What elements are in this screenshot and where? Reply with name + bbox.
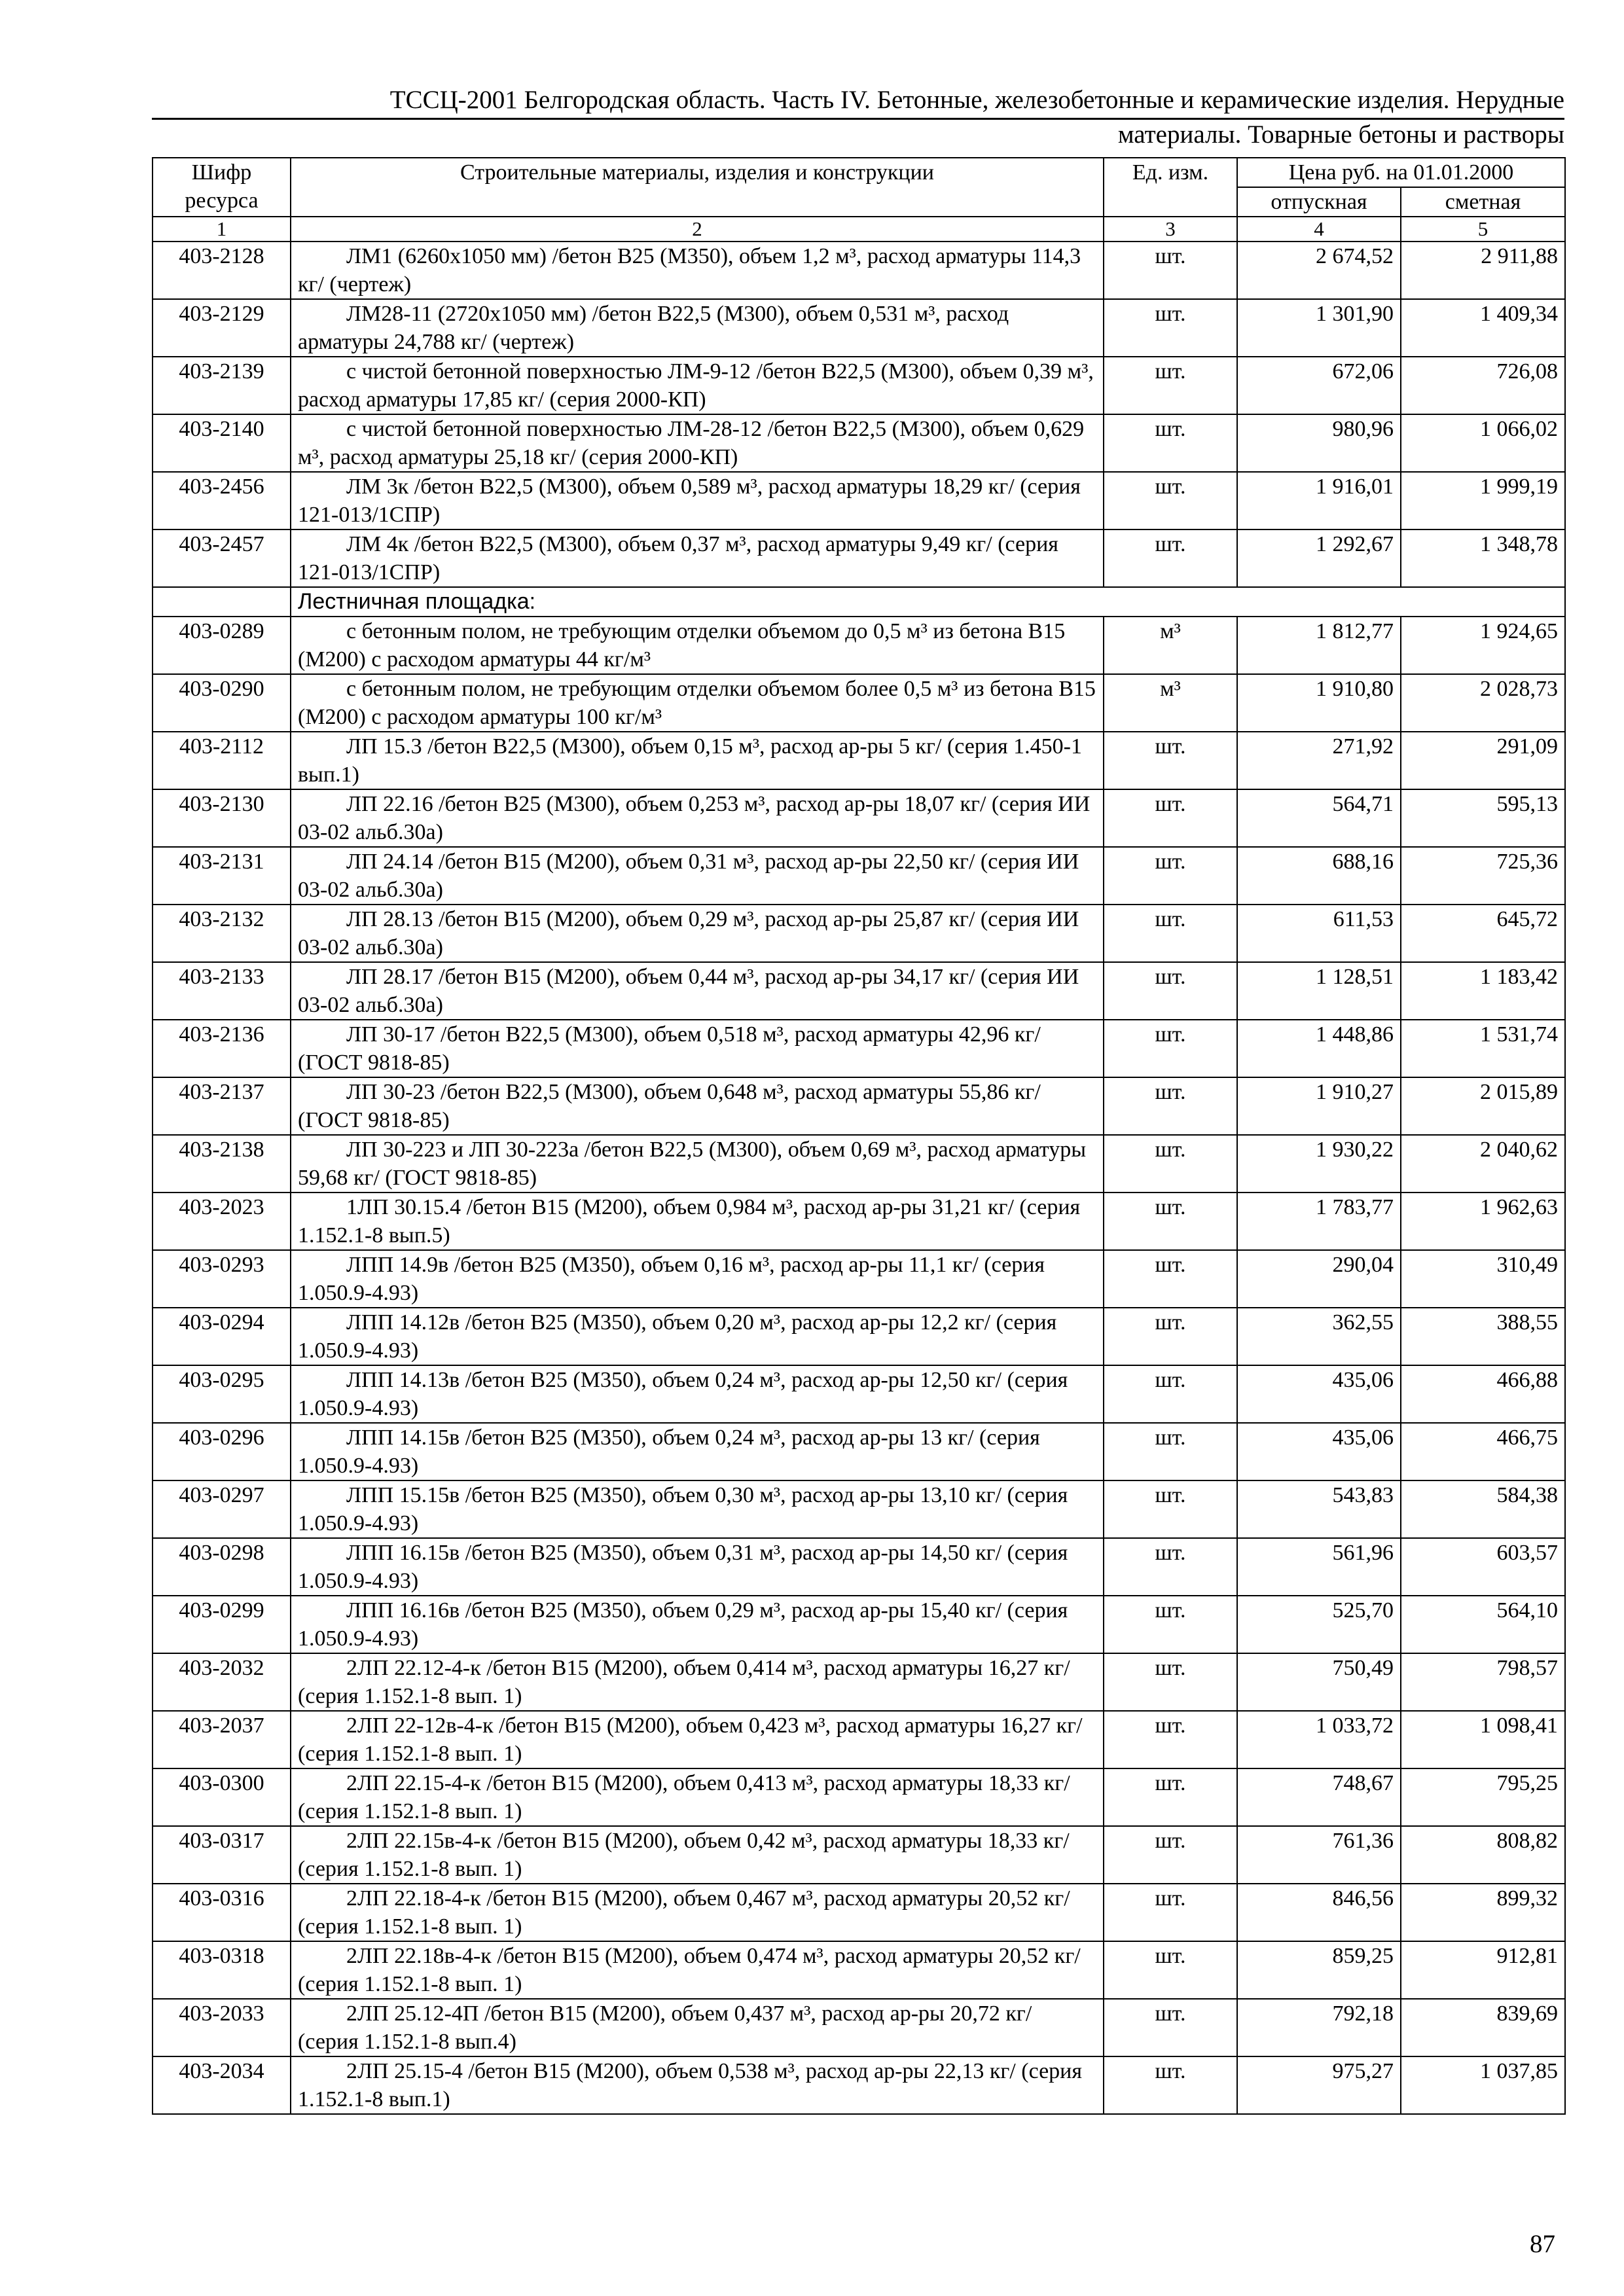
material-description [291,1480,1104,1538]
resource-code: 403-0299 [153,1596,291,1653]
material-description [291,1020,1104,1077]
estimate-price: 291,09 [1401,732,1565,789]
material-description [291,472,1104,529]
release-price: 980,96 [1237,414,1401,472]
table-row [153,472,1565,529]
release-price: 1 448,86 [1237,1020,1401,1077]
release-price: 564,71 [1237,789,1401,847]
table-row [153,732,1565,789]
estimate-price: 466,75 [1401,1423,1565,1480]
table-row [153,1884,1565,1941]
description-text: 2ЛП 22.18-4-к /бетон В15 (М200), объем 0,467 м³, расход арматуры 20,52 кг/ (серия 1.152.1-8 вып. 1) [298,1886,1070,1939]
column-number: 2 [291,217,1104,242]
resource-code: 403-2128 [153,242,291,299]
resource-code: 403-2139 [153,357,291,414]
unit-of-measure: шт. [1104,1020,1237,1077]
unit-of-measure: шт. [1104,1596,1237,1653]
material-description [291,1423,1104,1480]
estimate-price: 603,57 [1401,1538,1565,1596]
resource-code: 403-0294 [153,1308,291,1365]
table-row [153,1308,1565,1365]
description-text: ЛП 24.14 /бетон В15 (М200), объем 0,31 м³, расход ар-ры 22,50 кг/ (серия ИИ 03-02 альб.30а) [298,850,1079,902]
page-number: 87 [1530,2230,1555,2258]
material-description [291,242,1104,299]
table-row [153,1480,1565,1538]
resource-code: 403-0317 [153,1826,291,1884]
resource-code: 403-0296 [153,1423,291,1480]
table-row [153,1711,1565,1768]
material-description [291,299,1104,357]
section-heading-group [153,587,1565,617]
unit-of-measure: шт. [1104,962,1237,1020]
description-text: 2ЛП 22.15-4-к /бетон В15 (М200), объем 0,413 м³, расход арматуры 18,33 кг/ (серия 1.152.1-8 вып. 1) [298,1771,1070,1823]
description-text: ЛМ 4к /бетон В22,5 (М300), объем 0,37 м³, расход арматуры 9,49 кг/ (серия 121-013/1СПР) [298,532,1058,584]
estimate-price: 1 999,19 [1401,472,1565,529]
description-text: ЛП 28.13 /бетон В15 (М200), объем 0,29 м³, расход ар-ры 25,87 кг/ (серия ИИ 03-02 альб.30а) [298,907,1079,960]
unit-of-measure: шт. [1104,242,1237,299]
resource-code: 403-2130 [153,789,291,847]
material-description [291,357,1104,414]
material-description [291,529,1104,587]
release-price: 543,83 [1237,1480,1401,1538]
release-price: 435,06 [1237,1365,1401,1423]
material-description [291,1884,1104,1941]
column-number: 3 [1104,217,1237,242]
release-price: 748,67 [1237,1768,1401,1826]
table-row [153,1999,1565,2056]
release-price: 611,53 [1237,905,1401,962]
description-text: ЛП 15.3 /бетон В22,5 (М300), объем 0,15 м³, расход ар-ры 5 кг/ (серия 1.450-1 вып.1) [298,734,1083,787]
release-price: 271,92 [1237,732,1401,789]
release-price: 290,04 [1237,1250,1401,1308]
description-text: ЛП 30-17 /бетон В22,5 (М300), объем 0,518 м³, расход арматуры 42,96 кг/ (ГОСТ 9818-85) [298,1022,1041,1075]
release-price: 688,16 [1237,847,1401,905]
description-text: ЛПП 14.9в /бетон В25 (М350), объем 0,16 м³, расход ар-ры 11,1 кг/ (серия 1.050.9-4.93) [298,1253,1045,1305]
description-text: ЛМ1 (6260х1050 мм) /бетон В25 (М350), объем 1,2 м³, расход арматуры 114,3 кг/ (чертеж) [298,244,1081,296]
section-row [153,587,1565,617]
estimate-price: 2 028,73 [1401,674,1565,732]
unit-of-measure: шт. [1104,1768,1237,1826]
header-unit: Ед. изм. [1104,158,1237,217]
unit-of-measure: шт. [1104,1423,1237,1480]
resource-code: 403-2140 [153,414,291,472]
header-title-line2: материалы. Товарные бетоны и растворы [1117,120,1564,149]
description-text: ЛП 28.17 /бетон В15 (М200), объем 0,44 м³, расход ар-ры 34,17 кг/ (серия ИИ 03-02 альб.30а) [298,965,1079,1017]
description-text: ЛПП 14.12в /бетон В25 (М350), объем 0,20 м³, расход ар-ры 12,2 кг/ (серия 1.050.9-4.93) [298,1310,1057,1363]
material-description [291,1250,1104,1308]
resource-code: 403-2034 [153,2056,291,2114]
material-description [291,674,1104,732]
header-title-line1: ТССЦ-2001 Белгородская область. Часть IV. Бетонные, железобетонные и керамические изделия. Нерудные [389,86,1564,114]
estimate-price: 795,25 [1401,1768,1565,1826]
table-row [153,617,1565,674]
estimate-price: 1 183,42 [1401,962,1565,1020]
resource-code: 403-0298 [153,1538,291,1596]
estimate-price: 310,49 [1401,1250,1565,1308]
release-price: 1 292,67 [1237,529,1401,587]
description-text: ЛМ28-11 (2720х1050 мм) /бетон В22,5 (М300), объем 0,531 м³, расход арматуры 24,788 кг/ (чертеж) [298,302,1009,354]
material-description [291,1193,1104,1250]
column-number: 4 [1237,217,1401,242]
column-number: 1 [153,217,291,242]
table-row [153,1020,1565,1077]
estimate-price: 1 066,02 [1401,414,1565,472]
unit-of-measure: шт. [1104,472,1237,529]
estimate-price: 2 015,89 [1401,1077,1565,1135]
material-description [291,1596,1104,1653]
description-text: ЛП 30-23 /бетон В22,5 (М300), объем 0,648 м³, расход арматуры 55,86 кг/ (ГОСТ 9818-85) [298,1080,1041,1132]
table-row [153,357,1565,414]
column-number: 5 [1401,217,1565,242]
resource-code: 403-2138 [153,1135,291,1193]
estimate-price: 2 040,62 [1401,1135,1565,1193]
description-text: ЛПП 15.15в /бетон В25 (М350), объем 0,30 м³, расход ар-ры 13,10 кг/ (серия 1.050.9-4.93) [298,1483,1068,1535]
header-materials: Строительные материалы, изделия и конструкции [291,158,1104,217]
section-code-cell [153,587,291,617]
table-row [153,299,1565,357]
estimate-price: 1 924,65 [1401,617,1565,674]
estimate-price: 912,81 [1401,1941,1565,1999]
table-row [153,242,1565,299]
table-row [153,1423,1565,1480]
description-text: с бетонным полом, не требующим отделки объемом более 0,5 м³ из бетона В15 (М200) с расходом арматуры 100 кг/м³ [298,677,1096,729]
release-price: 1 916,01 [1237,472,1401,529]
estimate-price: 1 098,41 [1401,1711,1565,1768]
unit-of-measure: шт. [1104,1538,1237,1596]
release-price: 525,70 [1237,1596,1401,1653]
release-price: 2 674,52 [1237,242,1401,299]
material-description [291,1365,1104,1423]
table-body-bottom [153,617,1565,2114]
release-price: 561,96 [1237,1538,1401,1596]
table-row [153,962,1565,1020]
material-description [291,1538,1104,1596]
description-text: ЛПП 16.15в /бетон В25 (М350), объем 0,31 м³, расход ар-ры 14,50 кг/ (серия 1.050.9-4.93) [298,1541,1068,1593]
unit-of-measure: шт. [1104,732,1237,789]
unit-of-measure: шт. [1104,2056,1237,2114]
release-price: 846,56 [1237,1884,1401,1941]
description-text: с чистой бетонной поверхностью ЛМ-9-12 /бетон В22,5 (М300), объем 0,39 м³, расход арматуры 17,85 кг/ (серия 2000-КП) [298,359,1094,412]
material-description [291,1653,1104,1711]
unit-of-measure: шт. [1104,414,1237,472]
resource-code: 403-2137 [153,1077,291,1135]
unit-of-measure: шт. [1104,357,1237,414]
unit-of-measure: м³ [1104,617,1237,674]
release-price: 1 910,80 [1237,674,1401,732]
material-description [291,847,1104,905]
estimate-price: 595,13 [1401,789,1565,847]
estimate-price: 2 911,88 [1401,242,1565,299]
table-row [153,1596,1565,1653]
resource-code: 403-2129 [153,299,291,357]
table-row [153,1653,1565,1711]
description-text: 1ЛП 30.15.4 /бетон В15 (М200), объем 0,984 м³, расход ар-ры 31,21 кг/ (серия 1.152.1-8 вып.5) [298,1195,1081,1247]
table-row [153,1941,1565,1999]
header-code: Шифр ресурса [153,158,291,217]
table-row [153,1193,1565,1250]
material-description [291,1077,1104,1135]
table-row [153,414,1565,472]
resource-code: 403-2457 [153,529,291,587]
material-description [291,1711,1104,1768]
resource-code: 403-2037 [153,1711,291,1768]
description-text: 2ЛП 22-12в-4-к /бетон В15 (М200), объем 0,423 м³, расход арматуры 16,27 кг/ (серия 1.152.1-8 вып. 1) [298,1713,1083,1766]
unit-of-measure: шт. [1104,1250,1237,1308]
description-text: ЛПП 14.13в /бетон В25 (М350), объем 0,24 м³, расход ар-ры 12,50 кг/ (серия 1.050.9-4.93) [298,1368,1068,1420]
description-text: 2ЛП 22.15в-4-к /бетон В15 (М200), объем 0,42 м³, расход арматуры 18,33 кг/ (серия 1.152.1-8 вып. 1) [298,1829,1070,1881]
estimate-price: 726,08 [1401,357,1565,414]
estimate-price: 564,10 [1401,1596,1565,1653]
material-description [291,414,1104,472]
table-row [153,529,1565,587]
table-row [153,905,1565,962]
release-price: 672,06 [1237,357,1401,414]
material-description [291,2056,1104,2114]
description-text: ЛП 22.16 /бетон В25 (М300), объем 0,253 м³, расход ар-ры 18,07 кг/ (серия ИИ 03-02 альб.30а) [298,792,1091,844]
unit-of-measure: шт. [1104,1365,1237,1423]
resource-code: 403-2456 [153,472,291,529]
estimate-price: 808,82 [1401,1826,1565,1884]
resource-code: 403-2136 [153,1020,291,1077]
table-row [153,1365,1565,1423]
estimate-price: 1 348,78 [1401,529,1565,587]
table-row [153,1768,1565,1826]
resource-code: 403-2112 [153,732,291,789]
unit-of-measure: шт. [1104,1884,1237,1941]
resource-code: 403-2133 [153,962,291,1020]
material-description [291,1941,1104,1999]
unit-of-measure: шт. [1104,1193,1237,1250]
estimate-price: 645,72 [1401,905,1565,962]
description-text: ЛМ 3к /бетон В22,5 (М300), объем 0,589 м³, расход арматуры 18,29 кг/ (серия 121-013/1СПР) [298,475,1081,527]
resource-code: 403-2132 [153,905,291,962]
release-price: 859,25 [1237,1941,1401,1999]
description-text: 2ЛП 22.12-4-к /бетон В15 (М200), объем 0,414 м³, расход арматуры 16,27 кг/ (серия 1.152.1-8 вып. 1) [298,1656,1070,1708]
header-release-price: отпускная [1237,187,1401,217]
unit-of-measure: шт. [1104,1135,1237,1193]
unit-of-measure: шт. [1104,299,1237,357]
description-text: с бетонным полом, не требующим отделки объемом до 0,5 м³ из бетона В15 (М200) с расходом арматуры 44 кг/м³ [298,619,1066,672]
unit-of-measure: шт. [1104,529,1237,587]
unit-of-measure: шт. [1104,1653,1237,1711]
description-text: ЛПП 14.15в /бетон В25 (М350), объем 0,24 м³, расход ар-ры 13 кг/ (серия 1.050.9-4.93) [298,1426,1040,1478]
material-description [291,1768,1104,1826]
resource-code: 403-0316 [153,1884,291,1941]
resource-code: 403-2033 [153,1999,291,2056]
unit-of-measure: шт. [1104,1826,1237,1884]
table-row [153,1135,1565,1193]
material-description [291,1135,1104,1193]
unit-of-measure: шт. [1104,905,1237,962]
table-body-top [153,242,1565,587]
estimate-price: 1 037,85 [1401,2056,1565,2114]
release-price: 1 128,51 [1237,962,1401,1020]
unit-of-measure: шт. [1104,1941,1237,1999]
resource-code: 403-0293 [153,1250,291,1308]
table-row [153,1250,1565,1308]
table-row [153,789,1565,847]
estimate-price: 388,55 [1401,1308,1565,1365]
resource-code: 403-0300 [153,1768,291,1826]
release-price: 1 033,72 [1237,1711,1401,1768]
release-price: 750,49 [1237,1653,1401,1711]
release-price: 362,55 [1237,1308,1401,1365]
unit-of-measure: шт. [1104,1480,1237,1538]
estimate-price: 798,57 [1401,1653,1565,1711]
estimate-price: 899,32 [1401,1884,1565,1941]
unit-of-measure: шт. [1104,1077,1237,1135]
release-price: 1 301,90 [1237,299,1401,357]
header-price: Цена руб. на 01.01.2000 [1237,158,1565,187]
header-estimate-price: сметная [1401,187,1565,217]
unit-of-measure: шт. [1104,1999,1237,2056]
description-text: ЛП 30-223 и ЛП 30-223а /бетон В22,5 (М300), объем 0,69 м³, расход арматуры 59,68 кг/ (ГОСТ 9818-85) [298,1138,1087,1190]
price-table [152,157,1566,2115]
description-text: ЛПП 16.16в /бетон В25 (М350), объем 0,29 м³, расход ар-ры 15,40 кг/ (серия 1.050.9-4.93) [298,1598,1068,1651]
estimate-price: 584,38 [1401,1480,1565,1538]
release-price: 435,06 [1237,1423,1401,1480]
column-numbers-row [153,217,1565,242]
material-description [291,789,1104,847]
table-row [153,847,1565,905]
table-row [153,1826,1565,1884]
release-price: 1 783,77 [1237,1193,1401,1250]
unit-of-measure: шт. [1104,1308,1237,1365]
unit-of-measure: м³ [1104,674,1237,732]
page-header [152,85,1564,150]
table-row [153,2056,1565,2114]
table-row [153,1077,1565,1135]
release-price: 1 910,27 [1237,1077,1401,1135]
estimate-price: 839,69 [1401,1999,1565,2056]
description-text: 2ЛП 25.15-4 /бетон В15 (М200), объем 0,538 м³, расход ар-ры 22,13 кг/ (серия 1.152.1-8 вып.1) [298,2059,1083,2111]
description-text: с чистой бетонной поверхностью ЛМ-28-12 /бетон В22,5 (М300), объем 0,629 м³, расход арматуры 25,18 кг/ (серия 2000-КП) [298,417,1085,469]
estimate-price: 466,88 [1401,1365,1565,1423]
unit-of-measure: шт. [1104,789,1237,847]
section-title: Лестничная площадка: [291,587,1565,617]
estimate-price: 1 962,63 [1401,1193,1565,1250]
table-row [153,1538,1565,1596]
resource-code: 403-0295 [153,1365,291,1423]
material-description [291,905,1104,962]
release-price: 761,36 [1237,1826,1401,1884]
release-price: 1 930,22 [1237,1135,1401,1193]
material-description [291,732,1104,789]
resource-code: 403-2032 [153,1653,291,1711]
resource-code: 403-2131 [153,847,291,905]
material-description [291,1999,1104,2056]
unit-of-measure: шт. [1104,847,1237,905]
resource-code: 403-0318 [153,1941,291,1999]
material-description [291,1826,1104,1884]
unit-of-measure: шт. [1104,1711,1237,1768]
material-description [291,962,1104,1020]
resource-code: 403-0289 [153,617,291,674]
table-row [153,674,1565,732]
release-price: 975,27 [1237,2056,1401,2114]
resource-code: 403-0290 [153,674,291,732]
material-description [291,617,1104,674]
description-text: 2ЛП 25.12-4П /бетон В15 (М200), объем 0,437 м³, расход ар-ры 20,72 кг/ (серия 1.152.1-8 вып.4) [298,2001,1032,2054]
estimate-price: 1 409,34 [1401,299,1565,357]
material-description [291,1308,1104,1365]
estimate-price: 1 531,74 [1401,1020,1565,1077]
resource-code: 403-0297 [153,1480,291,1538]
release-price: 792,18 [1237,1999,1401,2056]
description-text: 2ЛП 22.18в-4-к /бетон В15 (М200), объем 0,474 м³, расход арматуры 20,52 кг/ (серия 1.152.1-8 вып. 1) [298,1944,1081,1996]
resource-code: 403-2023 [153,1193,291,1250]
estimate-price: 725,36 [1401,847,1565,905]
release-price: 1 812,77 [1237,617,1401,674]
